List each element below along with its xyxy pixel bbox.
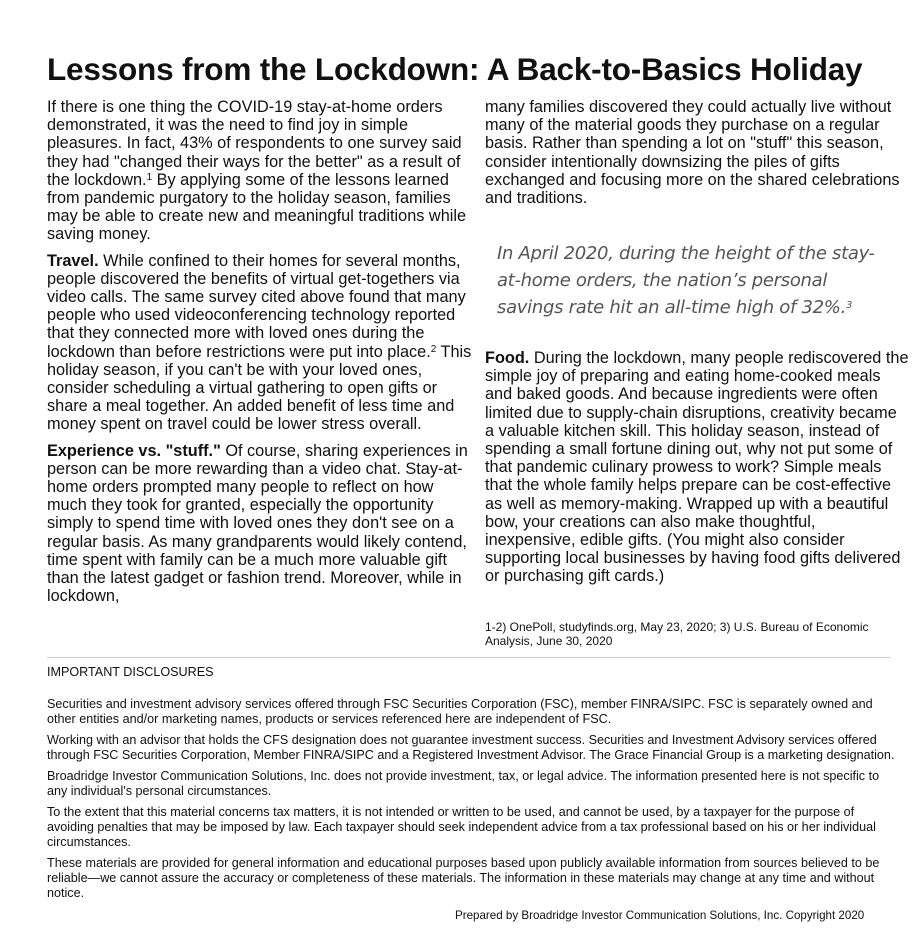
copyright-credit: Prepared by Broadridge Investor Communication Solutions, Inc. Copyright 2020 bbox=[455, 909, 865, 922]
footnote-ref-1: 1 bbox=[146, 171, 153, 183]
intro-text: If there is one thing the COVID-19 stay-at-home orders demonstrated, it was the need to find joy in simple pleasures. In fact, 43% of respondents to one survey said they had "changed their ways for the better" as a result of the lockdown. bbox=[47, 98, 462, 189]
continued-paragraph: many families discovered they could actually live without many of the material goods they purchase on a regular basis. Rather than spending a lot on "stuff" this season, consider intentionally downsizing the piles of gifts exchanged and focusing more on the shared celebrations and traditions. bbox=[485, 98, 900, 208]
food-text: During the lockdown, many people rediscovered the simple joy of preparing and eating home-cooked meals and baked goods. And because ingredients were often limited due to supply-chain disruptions, creativity became a valuable kitchen skill. This holiday season, instead of spending a small fortune dining out, why not put some of that pandemic culinary prowess to work? Simple meals that the whole family helps prepare can be cost-effective as well as memory-making. Wrapped up with a beautiful bow, your creations can also make thoughtful, inexpensive, edible gifts. (You might also consider supporting local businesses by having food gifts delivered or purchasing gift cards.) bbox=[485, 349, 909, 586]
experience-paragraph bbox=[47, 442, 472, 606]
disclosures-heading: IMPORTANT DISCLOSURES bbox=[47, 665, 214, 679]
experience-text: Of course, sharing experiences in person can be more rewarding than a video chat. Stay-at-home orders prompted many people to reflect on how much they took for granted, especially the opportunity simply to spend time with loved ones they don't see on a regular basis. As many grandparents would likely contend, time spent with family can be a much more valuable gift than the latest gadget or fashion trend. Moreover, while in lockdown, bbox=[47, 441, 468, 606]
disclosure-paragraph: Working with an advisor that holds the CFS designation does not guarantee investment success. Securities and Investment Advisory services offered through FSC Securities Corporation, Member FINRA/SIPC and a Registered Investment Advisor. The Grace Financial Group is a marketing designation. bbox=[47, 733, 895, 762]
food-heading: Food. bbox=[485, 349, 530, 367]
section-divider bbox=[47, 657, 890, 658]
disclosure-paragraph: Broadridge Investor Communication Solutions, Inc. does not provide investment, tax, or legal advice. The information presented here is not specific to any individual's personal circumstances. bbox=[47, 769, 880, 798]
disclosure-paragraph: To the extent that this material concerns tax matters, it is not intended or written to be used, and cannot be used, by a taxpayer for the purpose of avoiding penalties that may be imposed by law. Each taxpayer should seek independent advice from a tax professional based on his or her individual circumstances. bbox=[47, 805, 876, 849]
footnote-ref-2: 2 bbox=[430, 343, 437, 355]
experience-heading: Experience vs. "stuff." bbox=[47, 441, 221, 460]
page-title: Lessons from the Lockdown: A Back-to-Basics Holiday bbox=[47, 51, 863, 87]
pull-quote-text: In April 2020, during the height of the stay-at-home orders, the nation’s personal savings rate hit an all-time high of 32%. bbox=[497, 243, 875, 318]
left-column bbox=[47, 98, 472, 613]
source-notes: 1-2) OnePoll, studyfinds.org, May 23, 2020; 3) U.S. Bureau of Economic Analysis, June 30, 2020 bbox=[485, 620, 869, 648]
disclosure-paragraph: Securities and investment advisory services offered through FSC Securities Corporation (FSC), member FINRA/SIPC. FSC is separately owned and other entities and/or marketing names, products or services referenced here are independent of FSC. bbox=[47, 697, 873, 726]
travel-text-continued: This holiday season, if you can't be with your loved ones, consider scheduling a virtual gathering to open gifts or share a meal together. An added benefit of less time and money spent on travel could be lower stress overall. bbox=[47, 342, 472, 434]
travel-heading: Travel. bbox=[47, 251, 99, 270]
food-paragraph bbox=[485, 349, 910, 586]
right-column bbox=[485, 98, 910, 215]
disclosures-body bbox=[47, 697, 897, 907]
food-section bbox=[485, 349, 910, 586]
disclosure-paragraph: These materials are provided for general information and educational purposes based upon publicly available information from sources believed to be reliable—we cannot assure the accuracy or completeness of these materials. The information in these materials may change at any time and without notice. bbox=[47, 856, 880, 900]
pull-quote bbox=[497, 240, 897, 321]
intro-text-continued: By applying some of the lessons learned from pandemic purgatory to the holiday season, families may be able to create new and meaningful traditions while saving money. bbox=[47, 170, 467, 244]
travel-text: While confined to their homes for several months, people discovered the benefits of virtual get-togethers via video calls. The same survey cited above found that many people who used videoconferencing technology reported that they connected more with loved ones during the lockdown than before restrictions were put into place. bbox=[47, 251, 466, 361]
footnote-ref-3: 3 bbox=[846, 300, 853, 311]
intro-paragraph bbox=[47, 98, 472, 244]
travel-paragraph bbox=[47, 252, 472, 434]
